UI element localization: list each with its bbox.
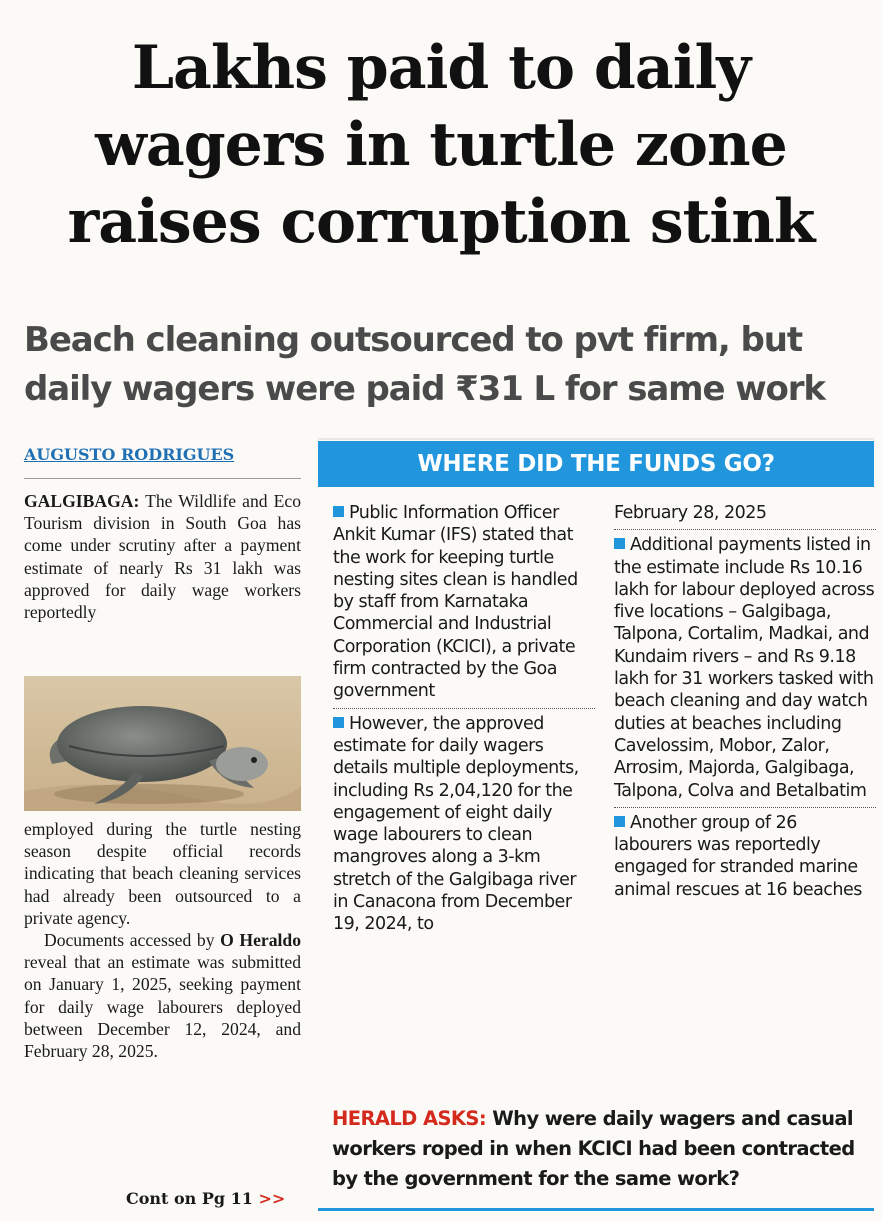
subheadline-line-1: Beach cleaning outsourced to pvt firm, but [24,320,802,360]
box-bottom-rule [318,1208,874,1211]
box-top-rule [318,438,874,440]
box-item-2-cont: February 28, 2025 [614,503,767,523]
dotted-divider [333,708,595,709]
bullet-square-icon [333,717,344,728]
bullet-square-icon [614,538,625,549]
byline: AUGUSTO RODRIGUES [24,445,235,464]
headline [0,30,882,261]
dotted-divider [614,807,876,808]
article-continued [24,818,301,1062]
bullet-square-icon [614,816,625,827]
box-item-4: Another group of 26 labourers was reportedly engaged for stranded marine animal rescues at 16 beaches [614,812,862,900]
source-name: O Heraldo [220,930,301,951]
herald-asks-question: Why were daily wagers and casual workers roped in when KCICI had been contracted by the government for the same work? [332,1107,855,1190]
continued-note[interactable] [126,1189,285,1208]
article-lead [24,490,301,623]
headline-line-3: raises corruption stink [67,187,815,257]
bullet-square-icon [333,506,344,517]
cont-text: employed during the turtle nesting season despite official records indicating that beach cleaning services had already been outsourced to a private agency. [24,819,301,928]
dotted-divider [614,529,876,530]
turtle-photo [24,676,301,811]
continued-label: Cont on Pg 11 [126,1189,253,1208]
subheadline-line-2: daily wagers were paid ₹31 L for same work [24,369,825,409]
headline-line-2: wagers in turtle zone [95,110,787,180]
para2-intro: Documents accessed by [44,930,215,951]
herald-asks [332,1104,877,1194]
lead-text: The Wildlife and Eco Tourism division in South Goa has come under scrutiny after a payment estimate of nearly Rs 31 lakh was approved for daily wage workers reportedly [24,491,301,623]
byline-divider [24,478,301,479]
dateline: GALGIBAGA: [24,491,140,511]
box-item-2: However, the approved estimate for daily wagers details multiple deployments, including Rs 2,04,120 for the engagement of eight daily wage labourers to clean mangroves along a 3-km stretch of the Galgibaga river in Canacona from December 19, 2024, to [333,713,579,935]
continued-arrows: >> [258,1189,286,1208]
subheadline [24,316,874,414]
headline-line-1: Lakhs paid to daily [131,33,751,103]
herald-asks-label: HERALD ASKS: [332,1107,487,1130]
box-heading: WHERE DID THE FUNDS GO? [318,441,874,487]
box-item-3: Additional payments listed in the estimate include Rs 10.16 lakh for labour deployed across five locations – Galgibaga, Talpona, Cortalim, Madkai, and Kundaim rivers – and Rs 9.18 lakh for 31 workers tasked with beach cleaning and day watch duties at beaches including Cavelossim, Mobor, Zalor, Arrosim, Majorda, Galgibaga, Talpona, Colva and Betalbatim [614,535,875,801]
box-column-2 [614,502,876,901]
box-item-1: Public Information Officer Ankit Kumar (IFS) stated that the work for keeping turtle nesting sites clean is handled by staff from Karnataka Commercial and Industrial Corporation (KCICI), a private firm contracted by the Goa government [333,503,578,702]
box-column-1 [333,502,595,936]
para2-text: reveal that an estimate was submitted on January 1, 2025, seeking payment for daily wage labourers deployed between December 12, 2024, and February 28, 2025. [24,952,301,1062]
